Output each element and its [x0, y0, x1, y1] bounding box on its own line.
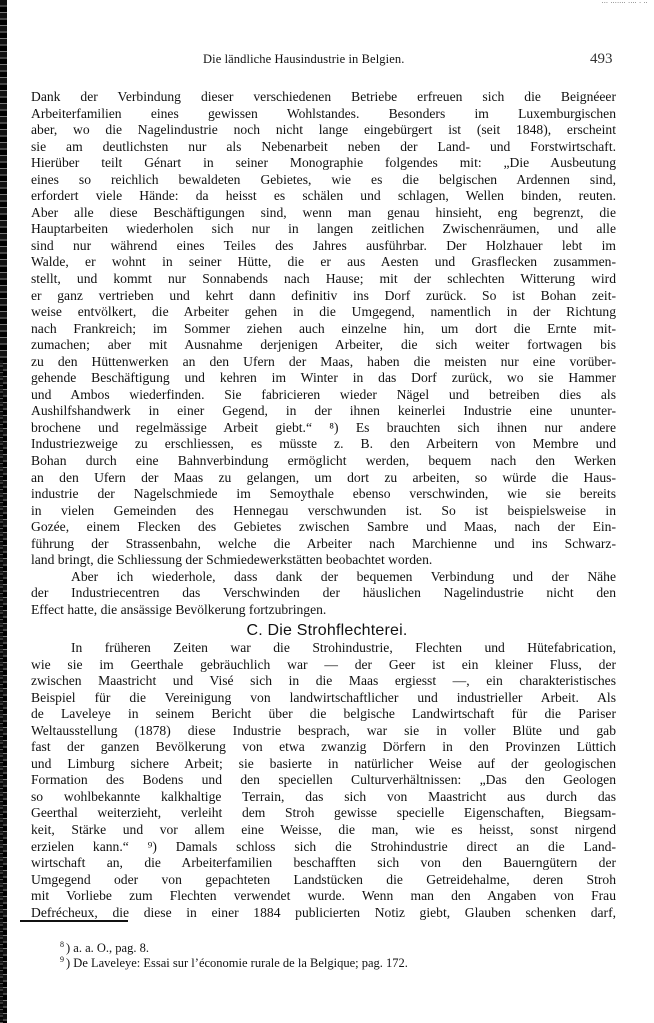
- text-line: mit Vorliebe zum Flechten verwendet wurde. Wenn man den Angaben von Frau: [31, 888, 616, 904]
- footnote-text: De Laveleye: Essai sur l’économie rurale de la Belgique; pag. 172.: [73, 956, 408, 970]
- text-line: Aber alle diese Beschäftigungen sind, wenn man genau hinsieht, eng begrenzt, die: [31, 204, 616, 220]
- text-line: zumachen; aber mit Ausnahme derjenigen Arbeiter, die sich weiter fortwagen bis: [31, 337, 616, 353]
- text-line: erfordert viele Hände: da heisst es schälen und schlagen, Wellen binden, reuten.: [31, 188, 616, 204]
- text-line: Arbeiterfamilien eines gewissen Wohlstandes. Besonders im Luxemburgischen: [31, 105, 616, 121]
- text-line: aber, wo die Nagelindustrie noch nicht lange eingebürgert ist (seit 1848), erscheint: [31, 122, 616, 138]
- text-line: sie am deutlichsten nur als Nebenarbeit neben der Land- und Forstwirtschaft.: [31, 138, 616, 154]
- text-line: Formation des Bodens und den speciellen Culturverhältnissen: „Das den Geologen: [31, 772, 616, 788]
- footnotes: [60, 937, 408, 970]
- text-line: er ganz vertrieben und kehrt dann definitiv ins Dorf zurück. So ist Bohan zeit-: [31, 287, 616, 303]
- text-line: wie sie im Geerthale gebräuchlich war — der Geer ist ein kleiner Fluss, der: [31, 656, 616, 672]
- text-line: Weltausstellung (1878) diese Industrie besprach, war sie in voller Blüte und gab: [31, 722, 616, 738]
- footnote-rule: [20, 920, 128, 922]
- page-number: 493: [590, 51, 613, 67]
- section-heading: C. Die Strohflechterei.: [246, 622, 408, 639]
- text-line: gehende Beschäftigung und kehren im Winter in das Dorf zurück, wo sie Hammer: [31, 370, 616, 386]
- text-line: Aber ich wiederhole, dass dank der bequemen Verbindung und der Nähe: [71, 568, 616, 584]
- text-line: Gozée, einem Flecken des Gebietes zwischen Sambre und Maas, nach der Ein-: [31, 519, 616, 535]
- text-line: Effect hatte, die ansässige Bevölkerung fortzubringen.: [31, 601, 327, 617]
- running-head: [0, 52, 654, 72]
- text-line: Bohan durch eine Bahnverbindung ermöglicht werden, bequem nach den Werken: [31, 453, 616, 469]
- text-line: nach Frankreich; im Sommer ziehen auch einzelne hin, um dort die Ernte mit-: [31, 320, 616, 336]
- text-line: Hierüber teilt Génart in seiner Monographie folgendes mit: „Die Ausbeutung: [31, 155, 616, 171]
- body-text-block-2: [31, 640, 616, 921]
- text-line: in vielen Gemeinden des Hennegau verschwunden ist. So ist beispielsweise in: [31, 502, 616, 518]
- text-line: keit, Stärke und vor allem eine Weisse, die man, wie es heisst, sonst nirgend: [31, 822, 616, 838]
- text-line: Beispiel für die Vereinigung von landwirtschaftlicher und industrieller Arbeit. Als: [31, 689, 616, 705]
- footnote-text: a. a. O., pag. 8.: [73, 941, 149, 955]
- text-line: und Limburg sichere Arbeit; sie basierte in natürlicher Weise auf der geologischen: [31, 755, 616, 771]
- text-line: der Industriecentren das Verschwinden der häuslichen Nagelindustrie nicht den: [31, 585, 616, 601]
- text-line: industrie der Nagelschmiede im Semoythale ebenso verschwinden, wie sie bereits: [31, 486, 616, 502]
- text-line: Hauptarbeiten wiederholen sich nur in langen zeitlichen Zwischenräumen, und alle: [31, 221, 616, 237]
- text-line: Industriezweige zu erschliessen, es müsste z. B. den Arbeitern von Membre und: [31, 436, 616, 452]
- text-line: zwischen Maastricht und Visé sich in die Maas ergiesst —, ein charakteristisches: [31, 673, 616, 689]
- text-line: stellt, und kommt nur Sonnabends nach Hause; mit der schlechten Witterung wird: [31, 271, 616, 287]
- running-head-title: Die ländliche Hausindustrie in Belgien.: [203, 52, 405, 66]
- footnote-paren: ): [66, 956, 74, 970]
- text-line: eines so reichlich bewaldeten Gebietes, wie es die belgischen Ardennen sind,: [31, 171, 616, 187]
- text-line: Defrécheux, die diese in einer 1884 publicierten Notiz giebt, Glauben schenken darf,: [31, 904, 616, 920]
- text-line: weise entvölkert, die Arbeiter gehen in die Umgegend, namentlich in der Richtung: [31, 304, 616, 320]
- text-line: Aushilfshandwerk in einer Gegend, in der ihnen keinerlei Industrie eine ununter-: [31, 403, 616, 419]
- body-text-block-1: [31, 89, 616, 619]
- text-line: Dank der Verbindung dieser verschiedenen Betriebe erfreuen sich die Beignéeer: [31, 89, 616, 104]
- text-line: und Ambos wiederfinden. Sie fabricieren wieder Nägel und betreiben dies als: [31, 386, 616, 402]
- text-line: an den Ufern der Maas zu gelangen, um dort zu arbeiten, so würde die Haus-: [31, 469, 616, 485]
- text-line: erzielen kann.“ ⁹) Damals schloss sich die Strohindustrie direct an die Land-: [31, 838, 616, 854]
- footnote-paren: ): [66, 941, 74, 955]
- text-line: zu den Hüttenwerken an den Ufern der Maas, haben die meisten nur eine vorüber-: [31, 353, 616, 369]
- text-line: land bringt, die Schliessung der Schmiedewerkstätten beobachtet worden.: [31, 552, 433, 568]
- text-line: Geerthal weiterzieht, verleiht dem Stroh gewisse specielle Eigenschaften, Biegsam-: [31, 805, 616, 821]
- text-line: so wohlbekannte kalkhaltige Terrain, das sich von Maastricht aus durch das: [31, 788, 616, 804]
- footnote-marker: 8: [60, 940, 64, 949]
- text-line: wirtschaft an, die Arbeiterfamilien beschafften sich von den Bauerngütern der: [31, 855, 616, 871]
- text-line: sind nur während eines Teiles des Jahres ausführbar. Der Holzhauer lebt im: [31, 237, 616, 253]
- footnote: [60, 937, 408, 955]
- text-line: Umgegend oder von gepachteten Landstücken die Getreidehalme, deren Stroh: [31, 871, 616, 887]
- text-line: Walde, er wohnt in seiner Hütte, die er aus Aesten und Grasflecken zusammen-: [31, 254, 616, 270]
- corner-mark: ··· ······· ···· · ··: [601, 0, 648, 7]
- scan-border-shadow: [0, 360, 3, 1023]
- text-line: führung der Strassenbahn, welche die Arbeiter nach Marchienne und ins Schwarz-: [31, 535, 616, 551]
- text-line: de Laveleye in seinem Bericht über die belgische Landwirtschaft für die Pariser: [31, 706, 616, 722]
- footnote: [60, 952, 408, 970]
- text-line: brochene und regelmässige Arbeit giebt.“ ⁸) Es brauchten sich ihnen nur andere: [31, 419, 616, 435]
- footnote-marker: 9: [60, 955, 64, 964]
- text-line: In früheren Zeiten war die Strohindustrie, Flechten und Hütefabrication,: [71, 640, 616, 655]
- text-line: fast der ganzen Bevölkerung von etwa zwanzig Dörfern in den Provinzen Lüttich: [31, 739, 616, 755]
